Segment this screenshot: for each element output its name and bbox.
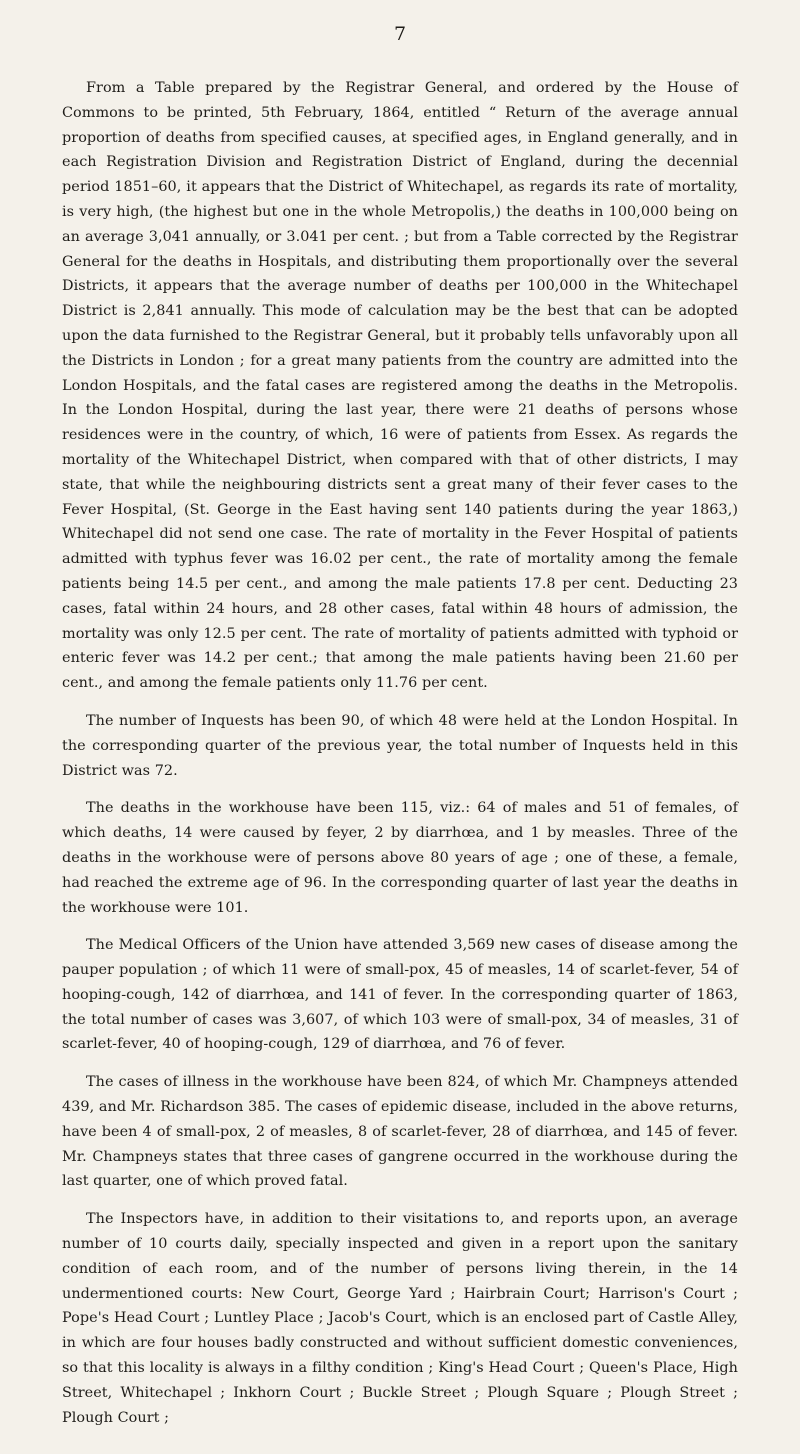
paragraph-medical-officers: The Medical Officers of the Union have attended 3,569 new cases of disease among the pauper population ; of which 11 were of small-pox, 45 of measles, 14 of scarlet-fever, 54 of hooping-cough, 142 of diarrhœa, and 141 of fever. In the corresponding quarter of 1863, the total number of cases was 3,607, of which 103 were of small-pox, 34 of measles, 31 of scarlet-fever, 40 of hooping-cough, 129 of diarrhœa, and 76 of fever. [62,937,738,1053]
page-number: 7 [393,23,407,45]
paragraph-inquests: The number of Inquests has been 90, of which 48 were held at the London Hospital. In the corresponding quarter of the previous year, the total number of Inquests held in this District was 72. [62,712,738,779]
paragraph-workhouse-illness: The cases of illness in the workhouse have been 824, of which Mr. Champneys attended 439, and Mr. Richardson 385. The cases of epidemic disease, included in the above returns, have been 4 of small-pox, 2 of measles, 8 of scarlet-fever, 28 of diarrhœa, and 145 of fever. Mr. Champneys states that three cases of gangrene occurred in the workhouse during the last quarter, one of which proved fatal. [62,1074,738,1190]
paragraph-mortality-returns: From a Table prepared by the Registrar General, and ordered by the House of Commons to be printed, 5th February, 1864, entitled “ Return of the average annual proportion of deaths from specified causes, at specified ages, in England generally, and in each Registration Division and Registration District of England, during the decennial period 1851–60, it appears that the District of Whitechapel, as regards its rate of mortality, is very high, (the highest but one in the whole Metropolis,) the deaths in 100,000 being on an average 3,041 annually, or 3.041 per cent. ; but from a Table corrected by the Registrar General for the deaths in Hospitals, and distributing them proportionally over the several Districts, it appears that the average number of deaths per 100,000 in the Whitechapel District is 2,841 annually. This mode of calculation may be the best that can be adopted upon the data furnished to the Registrar General, but it probably tells unfavorably upon all the Districts in London ; for a great many patients from the country are admitted into the London Hospitals, and the fatal cases are registered among the deaths in the Metropolis. In the London Hospital, during the last year, there were 21 deaths of persons whose residences were in the country, of which, 16 were of patients from Essex. As regards the mortality of the Whitechapel District, when compared with that of other districts, I may state, that while the neighbouring districts sent a great many of their fever cases to the Fever Hospital, (St. George in the East having sent 140 patients during the year 1863,) Whitechapel did not send one case. The rate of mortality in the Fever Hospital of patients admitted with typhus fever was 16.02 per cent., the rate of mortality among the female patients being 14.5 per cent., and among the male patients 17.8 per cent. Deducting 23 cases, fatal within 24 hours, and 28 other cases, fatal within 48 hours of admission, the mortality was only 12.5 per cent. The rate of mortality of patients admitted with typhoid or enteric fever was 14.2 per cent.; that among the male patients having been 21.60 per cent., and among the female patients only 11.76 per cent. [62,80,738,692]
paragraph-workhouse-deaths: The deaths in the workhouse have been 115, viz.: 64 of males and 51 of females, of which deaths, 14 were caused by feyer, 2 by diarrhœa, and 1 by measles. Three of the deaths in the workhouse were of persons above 80 years of age ; one of these, a female, had reached the extreme age of 96. In the corresponding quarter of last year the deaths in the workhouse were 101. [62,800,738,916]
paragraph-inspectors: The Inspectors have, in addition to their visitations to, and reports upon, an average number of 10 courts daily, specially inspected and given in a report upon the sanitary condition of each room, and of the number of persons living therein, in the 14 undermentioned courts: New Court, George Yard ; Hairbrain Court; Harrison's Court ; Pope's Head Court ; Luntley Place ; Jacob's Court, which is an enclosed part of Castle Alley, in which are four houses badly constructed and without sufficient domestic conveniences, so that this locality is always in a filthy condition ; King's Head Court ; Queen's Place, High Street, Whitechapel ; Inkhorn Court ; Buckle Street ; Plough Square ; Plough Street ; Plough Court ; [62,1211,738,1426]
